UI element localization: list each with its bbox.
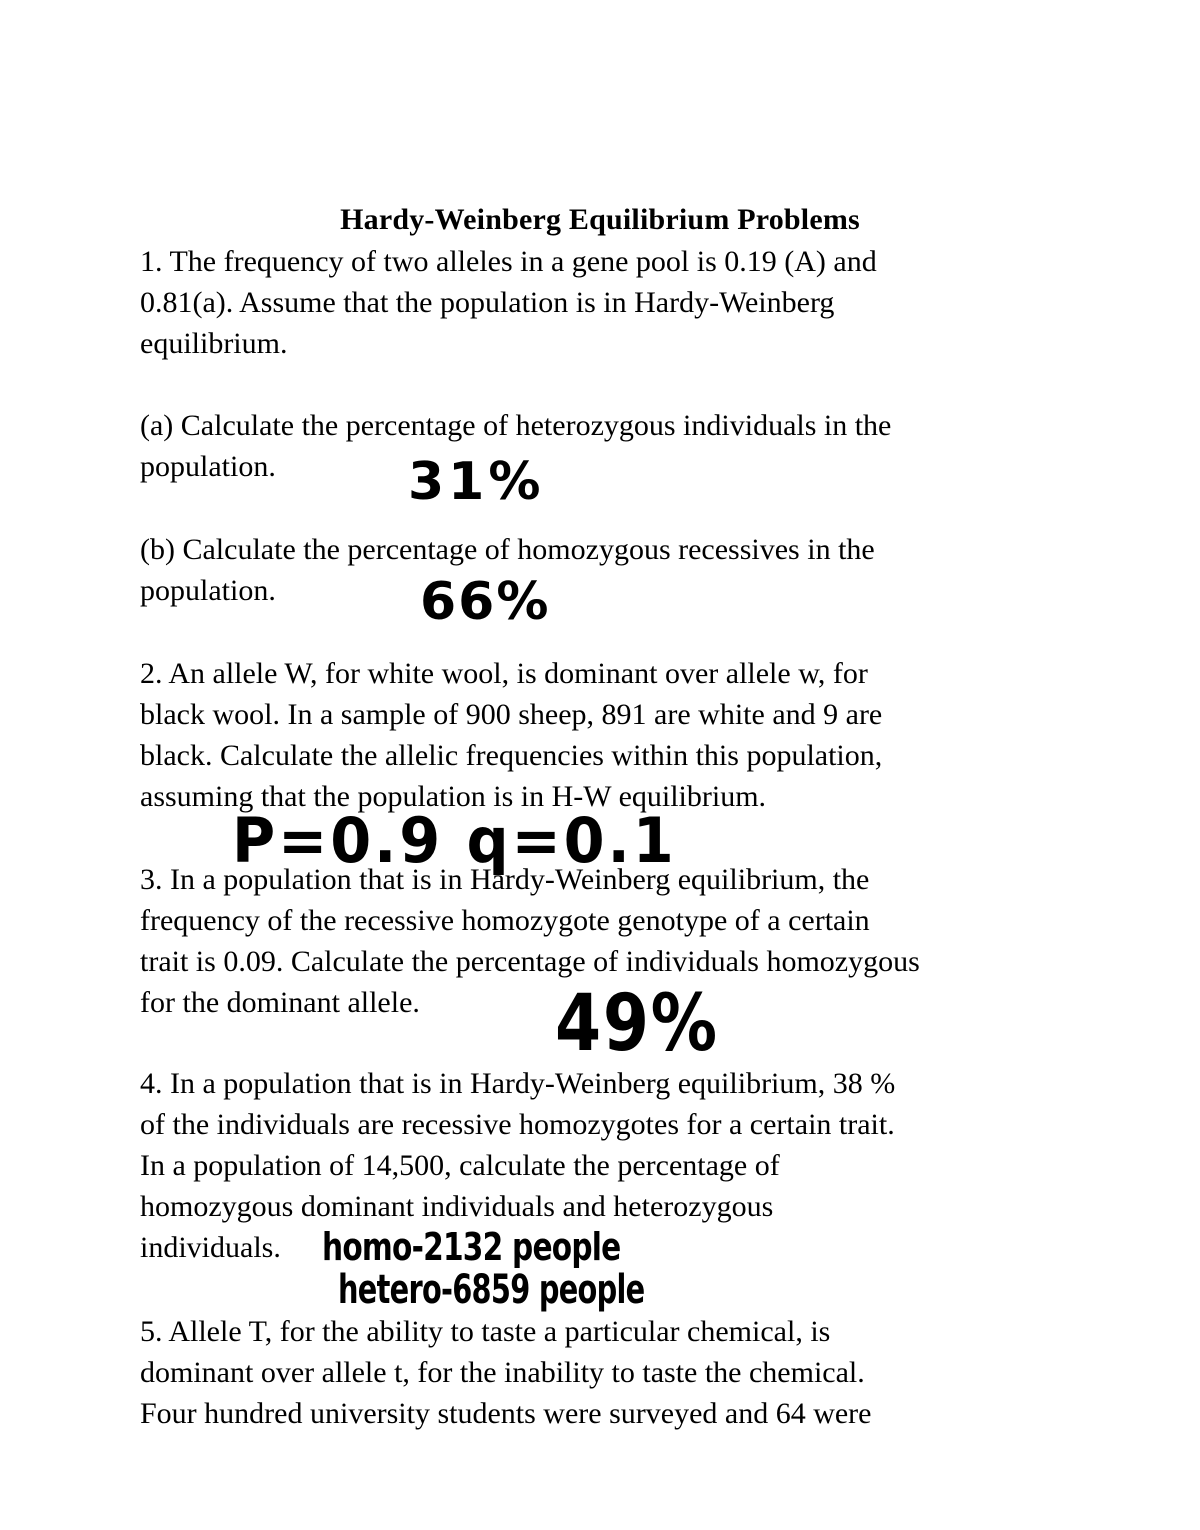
question-4-line-3: In a population of 14,500, calculate the percentage of <box>140 1149 780 1182</box>
question-4-line-2: of the individuals are recessive homozygotes for a certain trait. <box>140 1108 895 1141</box>
question-1-line-2: 0.81(a). Assume that the population is in Hardy-Weinberg <box>140 286 835 319</box>
handwritten-answer-1b: 66% <box>420 572 551 632</box>
question-1-line-1: 1. The frequency of two alleles in a gene pool is 0.19 (A) and <box>140 245 877 278</box>
worksheet-title: Hardy-Weinberg Equilibrium Problems <box>340 203 860 236</box>
question-5-line-1: 5. Allele T, for the ability to taste a particular chemical, is <box>140 1315 831 1348</box>
question-3-line-2: frequency of the recessive homozygote genotype of a certain <box>140 904 870 937</box>
handwritten-answer-3: 49% <box>555 979 719 1069</box>
question-1b-line-2: population. <box>140 574 276 607</box>
question-4-line-5: individuals. <box>140 1231 281 1264</box>
question-2-line-4: assuming that the population is in H-W equilibrium. <box>140 780 767 813</box>
question-5-line-3: Four hundred university students were surveyed and 64 were <box>140 1397 872 1430</box>
question-4-line-1: 4. In a population that is in Hardy-Weinberg equilibrium, 38 % <box>140 1067 896 1100</box>
question-3-line-3: trait is 0.09. Calculate the percentage of individuals homozygous <box>140 945 920 978</box>
question-3-line-1: 3. In a population that is in Hardy-Weinberg equilibrium, the <box>140 863 870 896</box>
question-1a-line-1: (a) Calculate the percentage of heterozygous individuals in the <box>140 409 892 442</box>
question-2-line-3: black. Calculate the allelic frequencies within this population, <box>140 739 883 772</box>
question-1-line-3: equilibrium. <box>140 327 288 360</box>
question-2-line-2: black wool. In a sample of 900 sheep, 891 are white and 9 are <box>140 698 883 731</box>
question-1a-line-2: population. <box>140 450 276 483</box>
question-5-line-2: dominant over allele t, for the inability to taste the chemical. <box>140 1356 865 1389</box>
question-1b-line-1: (b) Calculate the percentage of homozygous recessives in the <box>140 533 875 566</box>
handwritten-answer-4-hetero: hetero-6859 people <box>338 1267 645 1313</box>
question-4-line-4: homozygous dominant individuals and heterozygous <box>140 1190 774 1223</box>
handwritten-answer-1a: 31% <box>408 452 545 512</box>
handwritten-answer-4-homo: homo-2132 people <box>322 1225 621 1269</box>
question-3-line-4: for the dominant allele. <box>140 986 420 1019</box>
question-2-line-1: 2. An allele W, for white wool, is dominant over allele w, for <box>140 657 868 690</box>
handwritten-answer-2: P=0.9 q=0.1 <box>232 804 677 877</box>
